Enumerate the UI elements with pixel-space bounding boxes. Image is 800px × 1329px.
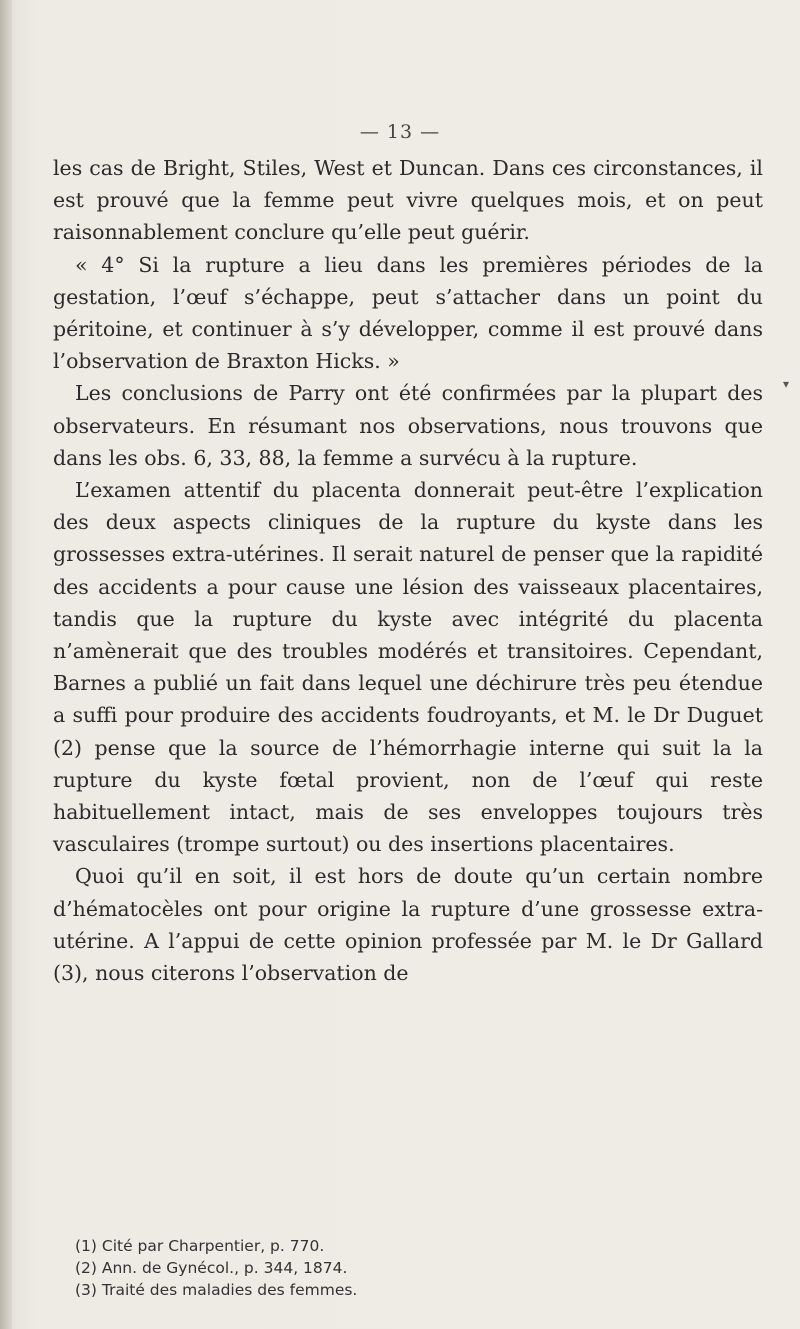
footnote-3: (3) Traité des maladies des femmes.	[75, 1281, 358, 1299]
footnote-1: (1) Cité par Charpentier, p. 770.	[75, 1237, 325, 1255]
paragraph-placenta-examination: L’examen attentif du placenta donnerait peut-être l’explication des deux aspects cliniques de la rupture du kyste dans les grossesses extra-utérines. Il serait naturel de penser que la rapidité des accidents a pour cause une lésion des vaisseaux placentaires, tandis que la rupture du kyste avec intégrité du placenta n’amènerait que des troubles modérés et transitoires. Cependant, Barnes a publié un fait dans lequel une déchirure très peu étendue a suffi pour produire des accidents foudroyants, et M. le Dr Duguet (2) pense que la source de l’hémorrhagie interne qui suit la la rupture du kyste fœtal provient, non de l’œuf qui reste habituellement intact, mais de ses enveloppes toujours très vasculaires (trompe surtout) ou des insertions placentaires.	[53, 478, 763, 857]
paragraph-parry-conclusions: Les conclusions de Parry ont été confirmées par la plupart des observateurs. En résumant nos observations, nous trouvons que dans les obs. 6, 33, 88, la femme a survécu à la rupture.	[53, 381, 763, 470]
margin-mark-icon: ▾	[783, 377, 790, 391]
body-text	[53, 152, 763, 989]
paragraph-quote-point-4: « 4° Si la rupture a lieu dans les premières périodes de la gestation, l’œuf s’échappe, peut s’attacher dans un point du péritoine, et continuer à s’y développer, comme il est prouvé dans l’observation de Braxton Hicks. »	[53, 252, 763, 374]
paragraph-hematoceles: Quoi qu’il en soit, il est hors de doute qu’un certain nombre d’hématocèles ont pour origine la rupture d’une grossesse extra-utérine. A l’appui de cette opinion professée par M. le Dr Gallard (3), nous citerons l’observation de	[53, 864, 763, 986]
footnote-2: (2) Ann. de Gynécol., p. 344, 1874.	[75, 1259, 348, 1277]
page-number: — 13 —	[359, 121, 441, 143]
paragraph-continuation: les cas de Bright, Stiles, West et Duncan. Dans ces circonstances, il est prouvé que la femme peut vivre quelques mois, et on peut raisonnablement conclure qu’elle peut guérir.	[53, 156, 763, 245]
footnotes	[75, 1235, 735, 1301]
book-spine-shadow	[0, 0, 12, 1329]
